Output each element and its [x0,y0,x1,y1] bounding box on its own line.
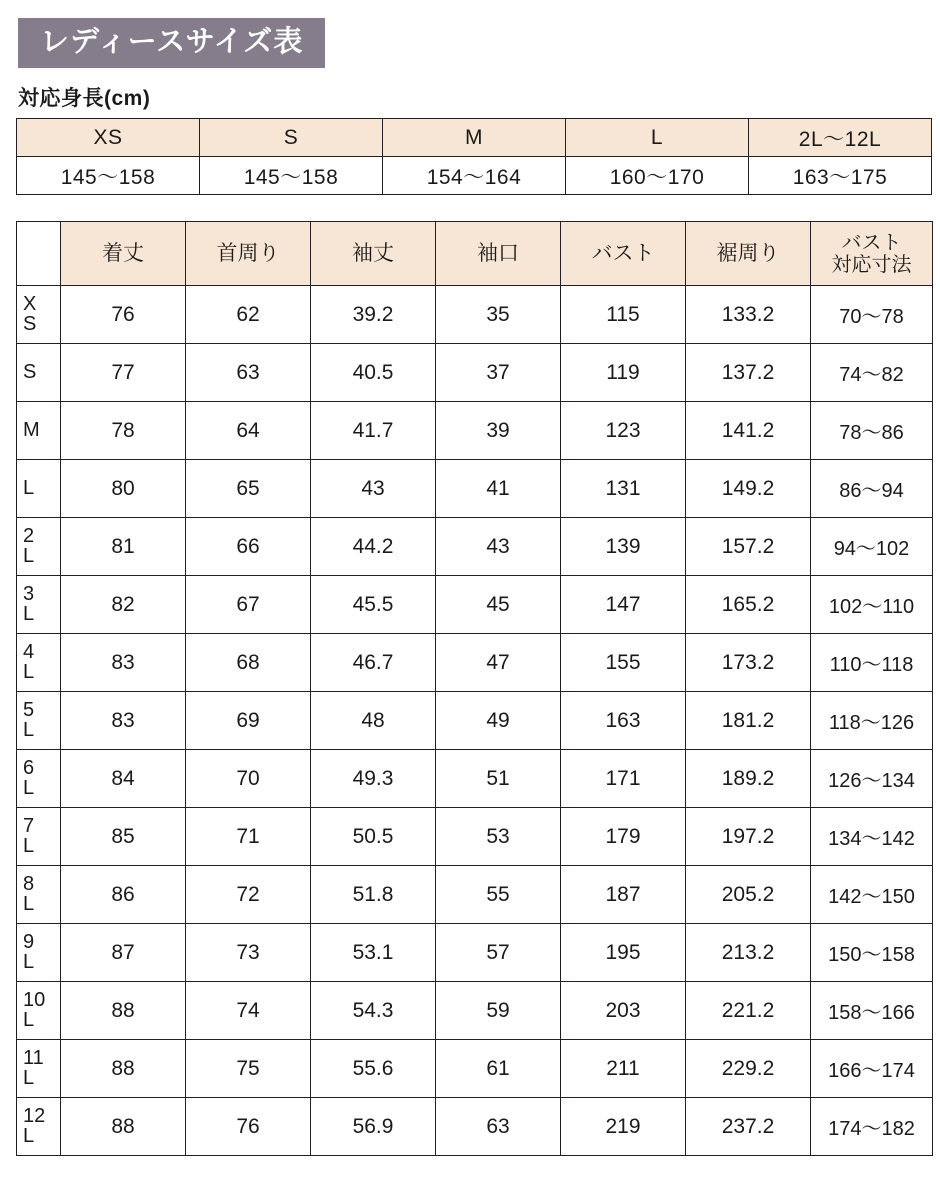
measurement-table [16,221,933,1156]
cell-cuff: 53 [436,808,561,866]
row-size-label [17,518,61,576]
cell-bust-fit: 150〜158 [811,924,933,982]
col-header-cuff: 袖口 [436,222,561,286]
cell-length: 83 [61,692,186,750]
cell-length: 81 [61,518,186,576]
cell-cuff: 63 [436,1098,561,1156]
cell-neck: 62 [186,286,311,344]
row-size-label-line: 11 [23,1047,44,1070]
measurement-table-header-row [17,222,933,286]
row-size-label-line: L [23,892,35,915]
row-size-label-line: 8 [23,873,35,896]
row-size-label-line: L [23,776,35,799]
height-header-cell: S [200,119,383,157]
cell-bust-fit: 78〜86 [811,402,933,460]
cell-sleeve-length: 51.8 [311,866,436,924]
table-row [17,982,933,1040]
row-size-label-line: 12 [23,1105,46,1128]
cell-sleeve-length: 56.9 [311,1098,436,1156]
cell-hem: 189.2 [686,750,811,808]
table-row [17,576,933,634]
row-size-label [17,866,61,924]
cell-sleeve-length: 55.6 [311,1040,436,1098]
height-header-cell: XS [17,119,200,157]
row-size-label-line: L [23,477,35,500]
cell-hem: 181.2 [686,692,811,750]
cell-bust-fit: 118〜126 [811,692,933,750]
cell-hem: 133.2 [686,286,811,344]
cell-bust-fit: 94〜102 [811,518,933,576]
cell-hem: 221.2 [686,982,811,1040]
row-size-label-line: 2 [23,525,35,548]
table-row [17,924,933,982]
cell-hem: 213.2 [686,924,811,982]
cell-cuff: 37 [436,344,561,402]
cell-cuff: 55 [436,866,561,924]
table-row [17,692,933,750]
cell-length: 77 [61,344,186,402]
cell-bust-fit: 110〜118 [811,634,933,692]
cell-bust-fit: 74〜82 [811,344,933,402]
page-title: レディースサイズ表 [18,18,325,68]
row-size-label-line: 7 [23,815,35,838]
cell-neck: 64 [186,402,311,460]
cell-bust: 163 [561,692,686,750]
row-size-label-line: L [23,1066,35,1089]
cell-hem: 173.2 [686,634,811,692]
cell-cuff: 43 [436,518,561,576]
cell-sleeve-length: 49.3 [311,750,436,808]
row-size-label-line: L [23,1124,35,1147]
cell-hem: 197.2 [686,808,811,866]
row-size-label-line: 3 [23,583,35,606]
cell-cuff: 59 [436,982,561,1040]
row-size-label-line: L [23,1008,35,1031]
row-size-label-line: L [23,602,35,625]
cell-hem: 149.2 [686,460,811,518]
cell-length: 76 [61,286,186,344]
table-row [17,1098,933,1156]
row-size-label [17,1098,61,1156]
table-row [17,460,933,518]
cell-neck: 70 [186,750,311,808]
cell-neck: 71 [186,808,311,866]
row-size-label [17,344,61,402]
cell-bust-fit: 102〜110 [811,576,933,634]
cell-neck: 76 [186,1098,311,1156]
height-section-label: 対応身長(cm) [18,87,151,111]
table-row [17,750,933,808]
cell-bust-fit: 158〜166 [811,982,933,1040]
cell-length: 86 [61,866,186,924]
table-corner-cell [17,222,61,286]
cell-cuff: 57 [436,924,561,982]
cell-cuff: 47 [436,634,561,692]
col-header-bust-fit-line1: バスト [841,231,902,254]
cell-sleeve-length: 54.3 [311,982,436,1040]
cell-bust: 195 [561,924,686,982]
cell-bust-fit: 126〜134 [811,750,933,808]
cell-neck: 69 [186,692,311,750]
row-size-label [17,286,61,344]
row-size-label-line: L [23,950,35,973]
cell-length: 78 [61,402,186,460]
cell-sleeve-length: 43 [311,460,436,518]
cell-bust: 219 [561,1098,686,1156]
cell-bust-fit: 70〜78 [811,286,933,344]
cell-bust: 155 [561,634,686,692]
table-row [17,634,933,692]
cell-hem: 205.2 [686,866,811,924]
cell-hem: 165.2 [686,576,811,634]
row-size-label [17,924,61,982]
col-header-length: 着丈 [61,222,186,286]
cell-cuff: 61 [436,1040,561,1098]
cell-neck: 65 [186,460,311,518]
cell-sleeve-length: 41.7 [311,402,436,460]
cell-cuff: 45 [436,576,561,634]
cell-bust-fit: 86〜94 [811,460,933,518]
row-size-label-line: 6 [23,757,35,780]
cell-cuff: 49 [436,692,561,750]
row-size-label-line: L [23,544,35,567]
height-table [16,118,932,195]
row-size-label-line: L [23,834,35,857]
cell-sleeve-length: 53.1 [311,924,436,982]
cell-length: 87 [61,924,186,982]
height-value-cell: 145〜158 [200,157,383,195]
cell-bust-fit: 166〜174 [811,1040,933,1098]
row-size-label [17,808,61,866]
cell-bust: 203 [561,982,686,1040]
cell-neck: 74 [186,982,311,1040]
cell-neck: 75 [186,1040,311,1098]
col-header-bust: バスト [561,222,686,286]
cell-bust-fit: 174〜182 [811,1098,933,1156]
cell-hem: 229.2 [686,1040,811,1098]
height-value-cell: 160〜170 [566,157,749,195]
row-size-label [17,1040,61,1098]
cell-cuff: 41 [436,460,561,518]
col-header-sleeve-length: 袖丈 [311,222,436,286]
cell-bust: 211 [561,1040,686,1098]
row-size-label [17,576,61,634]
cell-sleeve-length: 45.5 [311,576,436,634]
cell-bust: 179 [561,808,686,866]
cell-neck: 66 [186,518,311,576]
row-size-label-line: S [23,312,37,335]
height-header-cell: L [566,119,749,157]
table-row [17,866,933,924]
cell-length: 80 [61,460,186,518]
cell-bust: 171 [561,750,686,808]
table-row [17,808,933,866]
cell-bust: 147 [561,576,686,634]
row-size-label [17,402,61,460]
height-value-cell: 145〜158 [17,157,200,195]
cell-neck: 73 [186,924,311,982]
cell-sleeve-length: 39.2 [311,286,436,344]
table-row [17,1040,933,1098]
cell-bust: 187 [561,866,686,924]
cell-bust: 115 [561,286,686,344]
cell-bust: 119 [561,344,686,402]
cell-bust: 131 [561,460,686,518]
cell-neck: 63 [186,344,311,402]
cell-cuff: 51 [436,750,561,808]
height-value-cell: 163〜175 [749,157,932,195]
row-size-label [17,634,61,692]
cell-bust: 139 [561,518,686,576]
table-row [17,286,933,344]
row-size-label-line: 4 [23,641,35,664]
table-row [17,344,933,402]
row-size-label-line: 9 [23,931,35,954]
cell-length: 88 [61,1040,186,1098]
height-table-header-row [17,119,932,157]
height-value-cell: 154〜164 [383,157,566,195]
cell-length: 82 [61,576,186,634]
cell-hem: 141.2 [686,402,811,460]
col-header-bust-fit-line2: 対応寸法 [831,253,912,276]
row-size-label-line: L [23,660,35,683]
measurement-table-body [17,286,933,1156]
cell-sleeve-length: 50.5 [311,808,436,866]
cell-neck: 67 [186,576,311,634]
cell-sleeve-length: 48 [311,692,436,750]
table-row [17,402,933,460]
col-header-hem: 裾周り [686,222,811,286]
cell-length: 88 [61,982,186,1040]
cell-hem: 157.2 [686,518,811,576]
row-size-label [17,460,61,518]
cell-sleeve-length: 46.7 [311,634,436,692]
cell-neck: 72 [186,866,311,924]
table-row [17,518,933,576]
cell-length: 88 [61,1098,186,1156]
height-header-cell: 2L〜12L [749,119,932,157]
row-size-label-line: M [23,419,40,442]
row-size-label-line: S [23,361,37,384]
col-header-bust-fit [811,222,933,286]
row-size-label-line: X [23,293,37,316]
cell-sleeve-length: 44.2 [311,518,436,576]
cell-bust-fit: 134〜142 [811,808,933,866]
cell-cuff: 39 [436,402,561,460]
row-size-label [17,750,61,808]
row-size-label [17,692,61,750]
cell-length: 85 [61,808,186,866]
height-header-cell: M [383,119,566,157]
cell-length: 84 [61,750,186,808]
cell-hem: 237.2 [686,1098,811,1156]
col-header-neck: 首周り [186,222,311,286]
cell-hem: 137.2 [686,344,811,402]
cell-length: 83 [61,634,186,692]
cell-sleeve-length: 40.5 [311,344,436,402]
row-size-label-line: 5 [23,699,35,722]
row-size-label-line: 10 [23,989,46,1012]
cell-neck: 68 [186,634,311,692]
row-size-label-line: L [23,718,35,741]
cell-bust: 123 [561,402,686,460]
row-size-label [17,982,61,1040]
height-table-value-row [17,157,932,195]
cell-cuff: 35 [436,286,561,344]
cell-bust-fit: 142〜150 [811,866,933,924]
